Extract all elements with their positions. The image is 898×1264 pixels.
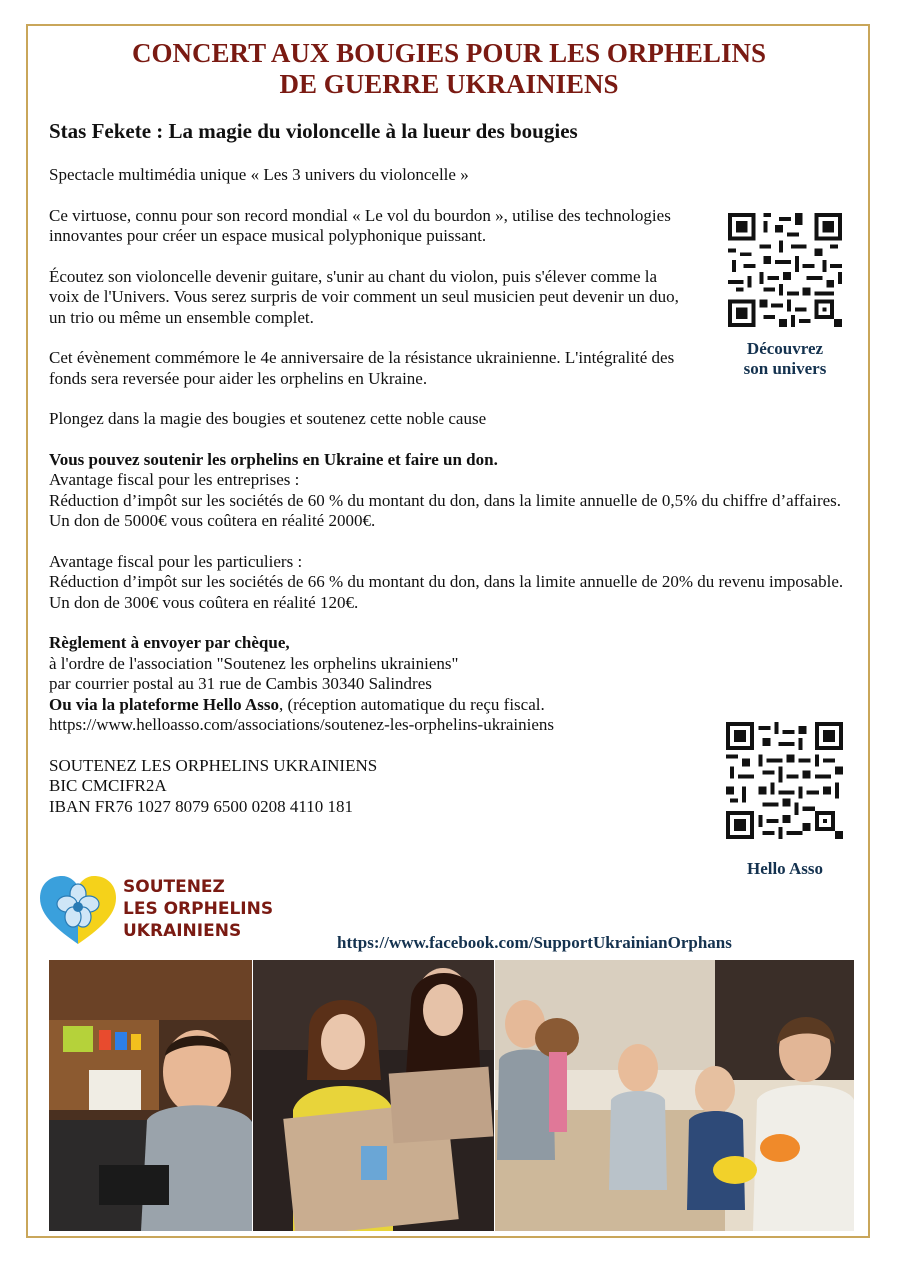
virtuoso-paragraph: Ce virtuose, connu pour son record mondial « Le vol du bourdon », utilise des technologies innovantes pour créer un espace musical polyphonique puissant.	[49, 205, 671, 245]
cello-paragraph: Écoutez son violoncelle devenir guitare, s'unir au chant du violon, puis s'élever comme la voix de l'Univers. Vous serez surpris de voir comment un seul musicien peut devenir un duo, un trio ou même un ensemble complet.	[49, 266, 679, 327]
payment-section	[49, 633, 849, 736]
payment-address-line: par courrier postal au 31 rue de Cambis 30340 Salindres	[49, 674, 432, 693]
bank-name: SOUTENEZ LES ORPHELINS UKRAINIENS	[49, 755, 378, 775]
candles-paragraph: Plongez dans la magie des bougies et soutenez cette noble cause	[49, 409, 487, 428]
donation-heading: Vous pouvez soutenir les orphelins en Ukraine et faire un don.	[49, 449, 498, 469]
qr-helloasso-caption: Hello Asso	[746, 859, 824, 878]
helloasso-url[interactable]: https://www.helloasso.com/associations/soutenez-les-orphelins-ukrainiens	[49, 715, 555, 734]
donation-section	[49, 450, 849, 532]
intro-paragraph: Spectacle multimédia unique « Les 3 univers du violoncelle »	[49, 165, 469, 184]
payment-order-line: à l'ordre de l'association "Soutenez les orphelins ukrainiens"	[49, 653, 459, 673]
payment-heading: Règlement à envoyer par chèque,	[49, 633, 290, 652]
helloasso-rest: , (réception automatique du reçu fiscal.	[278, 694, 545, 714]
enterprise-label: Avantage fiscal pour les entreprises :	[49, 470, 300, 489]
logo-text: SOUTENEZ LES ORPHELINS UKRAINIENS	[123, 877, 274, 941]
individual-text: Réduction d’impôt sur les sociétés de 66 % du montant du don, dans la limite annuelle de 20% du revenu imposable. Un don de 300€ vous coûtera en réalité 120€.	[49, 572, 844, 612]
photo-girls-notebooks	[253, 960, 494, 1231]
bic-code: BIC CMCIFR2A	[49, 776, 167, 795]
photo-children-puppets	[495, 960, 854, 1231]
enterprise-text: Réduction d’impôt sur les sociétés de 60 % du montant du don, dans la limite annuelle de 0,5% du chiffre d’affaires. Un don de 5000€ vous coûtera en réalité 2000€.	[49, 490, 842, 530]
helloasso-bold: Ou via la plateforme Hello Asso	[49, 694, 279, 714]
iban-code: IBAN FR76 1027 8079 6500 0208 4110 181	[49, 796, 353, 816]
qr-code-univers-icon[interactable]	[728, 213, 842, 327]
event-subtitle: Stas Fekete : La magie du violoncelle à la lueur des bougies	[49, 119, 578, 143]
page-title: CONCERT AUX BOUGIES POUR LES ORPHELINS DE GUERRE UKRAINIENS	[132, 38, 766, 99]
anniversary-paragraph: Cet évènement commémore le 4e anniversaire de la résistance ukrainienne. L'intégralité des fonds sera reversée pour aider les orphelins en Ukraine.	[49, 348, 675, 388]
qr-univers-caption: Découvrez son univers	[743, 339, 827, 378]
individual-section	[49, 552, 849, 614]
qr-code-helloasso-icon[interactable]	[726, 722, 843, 839]
facebook-link[interactable]: https://www.facebook.com/SupportUkrainianOrphans	[337, 933, 732, 952]
photo-child-toys	[49, 960, 252, 1231]
individual-label: Avantage fiscal pour les particuliers :	[49, 551, 303, 571]
